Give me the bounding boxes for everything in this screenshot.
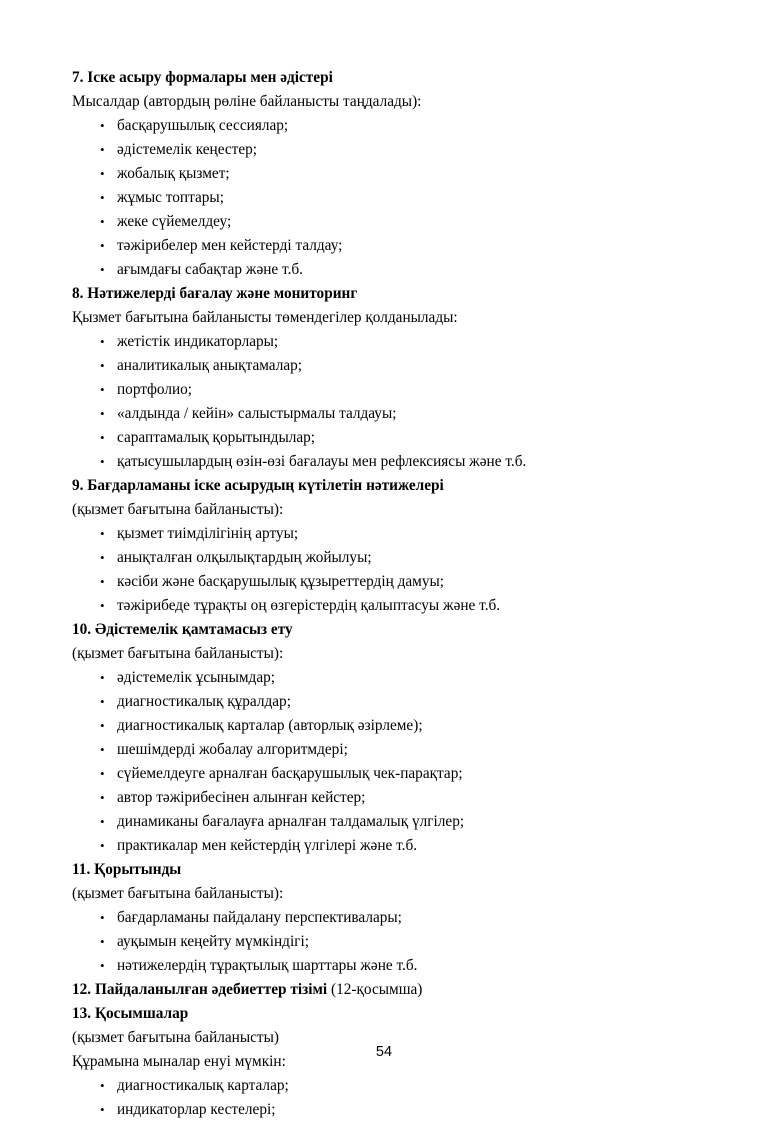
bullet-item: • диагностикалық карталар (авторлық әзірлеме); bbox=[72, 714, 592, 738]
bullet-item: • қызмет тиімділігінің артуы; bbox=[72, 522, 592, 546]
bullet-item: • шешімдерді жобалау алгоритмдері; bbox=[72, 738, 592, 762]
bullet-item: • ауқымын кеңейту мүмкіндігі; bbox=[72, 930, 592, 954]
bullet-item: • тәжірибеде тұрақты оң өзгерістердің қалыптасуы және т.б. bbox=[72, 594, 592, 618]
bullet-list bbox=[72, 1074, 592, 1122]
bullet-item: • динамиканы бағалауға арналған талдамалық үлгілер; bbox=[72, 810, 592, 834]
section-intro: Қызмет бағытына байланысты төмендегілер қолданылады: bbox=[72, 309, 458, 326]
bullet-item: • аналитикалық анықтамалар; bbox=[72, 354, 592, 378]
bullet-item: • әдістемелік ұсынымдар; bbox=[72, 666, 592, 690]
bullet-item: • ағымдағы сабақтар және т.б. bbox=[72, 258, 592, 282]
bullet-item: • жұмыс топтары; bbox=[72, 186, 592, 210]
section-intro: Мысалдар (автордың рөліне байланысты таңдалады): bbox=[72, 93, 422, 110]
bullet-item: • сараптамалық қорытындылар; bbox=[72, 426, 592, 450]
section-intro: (қызмет бағытына байланысты): bbox=[72, 501, 284, 518]
bullet-item: • жобалық қызмет; bbox=[72, 162, 592, 186]
bullet-list bbox=[72, 522, 592, 618]
bullet-item: • «алдында / кейін» салыстырмалы талдауы; bbox=[72, 402, 592, 426]
bullet-item: • қатысушылардың өзін-өзі бағалауы мен рефлексиясы және т.б. bbox=[72, 450, 592, 474]
bullet-item: • автор тәжірибесінен алынған кейстер; bbox=[72, 786, 592, 810]
section-intro: Құрамына мыналар енуі мүмкін: bbox=[72, 1053, 286, 1070]
section-heading bbox=[72, 978, 592, 1002]
bullet-item: • басқарушылық сессиялар; bbox=[72, 114, 592, 138]
bullet-item: • сүйемелдеуге арналған басқарушылық чек-парақтар; bbox=[72, 762, 592, 786]
bullet-item: • әдістемелік кеңестер; bbox=[72, 138, 592, 162]
section-heading bbox=[72, 858, 592, 882]
bullet-item: • диагностикалық құралдар; bbox=[72, 690, 592, 714]
section-heading-suffix: (12-қосымша) bbox=[327, 981, 423, 998]
bullet-item: • диагностикалық карталар; bbox=[72, 1074, 592, 1098]
section-heading-text: 9. Бағдарламаны іске асырудың күтілетін нәтижелері bbox=[72, 477, 444, 494]
bullet-item: • индикаторлар кестелері; bbox=[72, 1098, 592, 1122]
page-number: 54 bbox=[375, 1044, 393, 1060]
section-heading bbox=[72, 282, 592, 306]
bullet-item: • кәсіби және басқарушылық құзыреттердің дамуы; bbox=[72, 570, 592, 594]
bullet-list bbox=[72, 330, 592, 474]
section-heading bbox=[72, 1002, 592, 1026]
bullet-item: • жетістік индикаторлары; bbox=[72, 330, 592, 354]
bullet-list bbox=[72, 666, 592, 858]
bullet-item: • бағдарламаны пайдалану перспективалары; bbox=[72, 906, 592, 930]
section-heading-text: 10. Әдістемелік қамтамасыз ету bbox=[72, 621, 293, 638]
bullet-item: • жеке сүйемелдеу; bbox=[72, 210, 592, 234]
bullet-item: • нәтижелердің тұрақтылық шарттары және т.б. bbox=[72, 954, 592, 978]
section-heading bbox=[72, 618, 592, 642]
section-heading-text: 7. Іске асыру формалары мен әдістері bbox=[72, 69, 333, 86]
section-heading-text: 8. Нәтижелерді бағалау және мониторинг bbox=[72, 285, 358, 302]
bullet-item: • портфолио; bbox=[72, 378, 592, 402]
section-heading-text: 12. Пайдаланылған әдебиеттер тізімі bbox=[72, 981, 328, 998]
bullet-list bbox=[72, 114, 592, 282]
section-heading-text: 11. Қорытынды bbox=[72, 861, 182, 878]
bullet-item: • анықталған олқылықтардың жойылуы; bbox=[72, 546, 592, 570]
section-intro: (қызмет бағытына байланысты): bbox=[72, 645, 284, 662]
section-heading-text: 13. Қосымшалар bbox=[72, 1005, 189, 1022]
bullet-item: • практикалар мен кейстердің үлгілері және т.б. bbox=[72, 834, 592, 858]
bullet-list bbox=[72, 906, 592, 978]
section-heading bbox=[72, 66, 592, 90]
section-intro: (қызмет бағытына байланысты) bbox=[72, 1029, 279, 1046]
section-heading bbox=[72, 474, 592, 498]
section-intro: (қызмет бағытына байланысты): bbox=[72, 885, 284, 902]
bullet-item: • тәжірибелер мен кейстерді талдау; bbox=[72, 234, 592, 258]
document-body bbox=[72, 66, 592, 1122]
